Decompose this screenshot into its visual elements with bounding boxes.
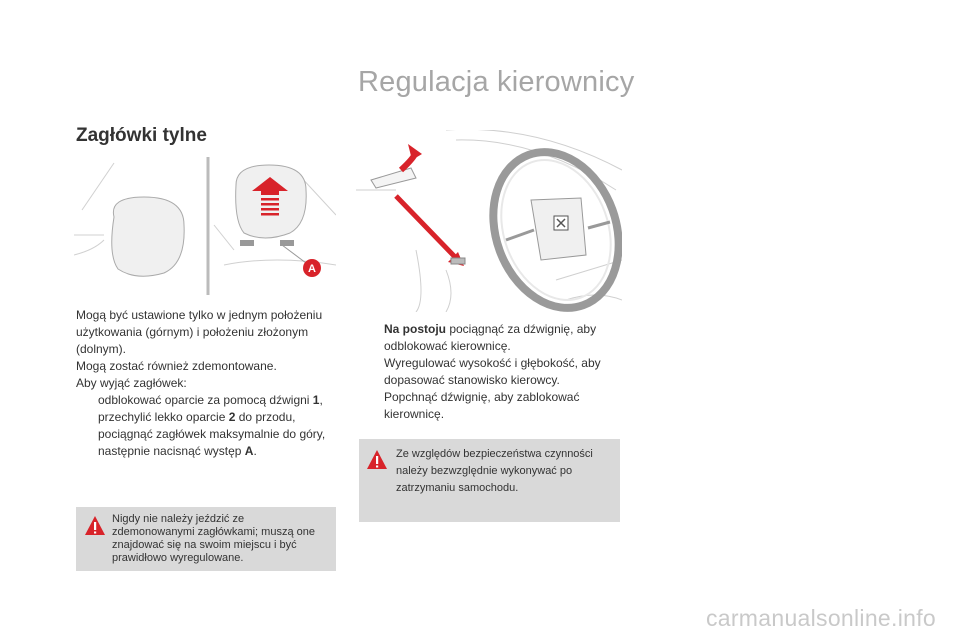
warning-icon	[366, 449, 388, 471]
list-item: następnie nacisnąć występ A.	[98, 444, 257, 458]
list-item: odblokować oparcie za pomocą dźwigni 1,	[98, 393, 323, 407]
callout-a-label: A	[308, 263, 316, 275]
list-item: Na postoju pociągnąć za dźwignię, aby odblokować kierownicę.	[384, 322, 597, 353]
headrest-illustration	[74, 155, 336, 295]
headrest-instructions	[76, 307, 338, 460]
list-item: Popchnąć dźwignię, aby zablokować kierownicę.	[384, 390, 580, 421]
watermark: carmanualsonline.info	[705, 605, 936, 631]
headrest-warning-text: Nigdy nie należy jeździć ze zdemonowanymi zagłówkami; muszą one znajdować się na swoim miejscu i być prawidłowo wyregulowane.	[112, 513, 315, 564]
steering-illustration	[356, 130, 622, 312]
headrest-warning-box	[76, 507, 336, 571]
warning-icon	[84, 515, 106, 537]
paragraph-removable: Mogą zostać również zdemontowane.	[76, 359, 277, 373]
list-item: Wyregulować wysokość i głębokość, aby dopasować stanowisko kierowcy.	[384, 356, 601, 387]
steering-warning-box	[359, 439, 620, 522]
steering-instructions	[362, 321, 622, 423]
list-item: przechylić lekko oparcie 2 do przodu,	[98, 410, 296, 424]
paragraph-positions: Mogą być ustawione tylko w jednym położeniu użytkowania (górnym) i położeniu złożonym (dolnym).	[76, 308, 323, 356]
section-title: Zagłówki tylne	[76, 125, 207, 146]
steering-warning-text: Ze względów bezpieczeństwa czynności należy bezwzględnie wykonywać po zatrzymaniu samochodu.	[396, 448, 593, 494]
page-title: Regulacja kierownicy	[358, 66, 635, 98]
paragraph-intro: Aby wyjąć zagłówek:	[76, 376, 187, 390]
list-item: pociągnąć zagłówek maksymalnie do góry,	[98, 427, 326, 441]
